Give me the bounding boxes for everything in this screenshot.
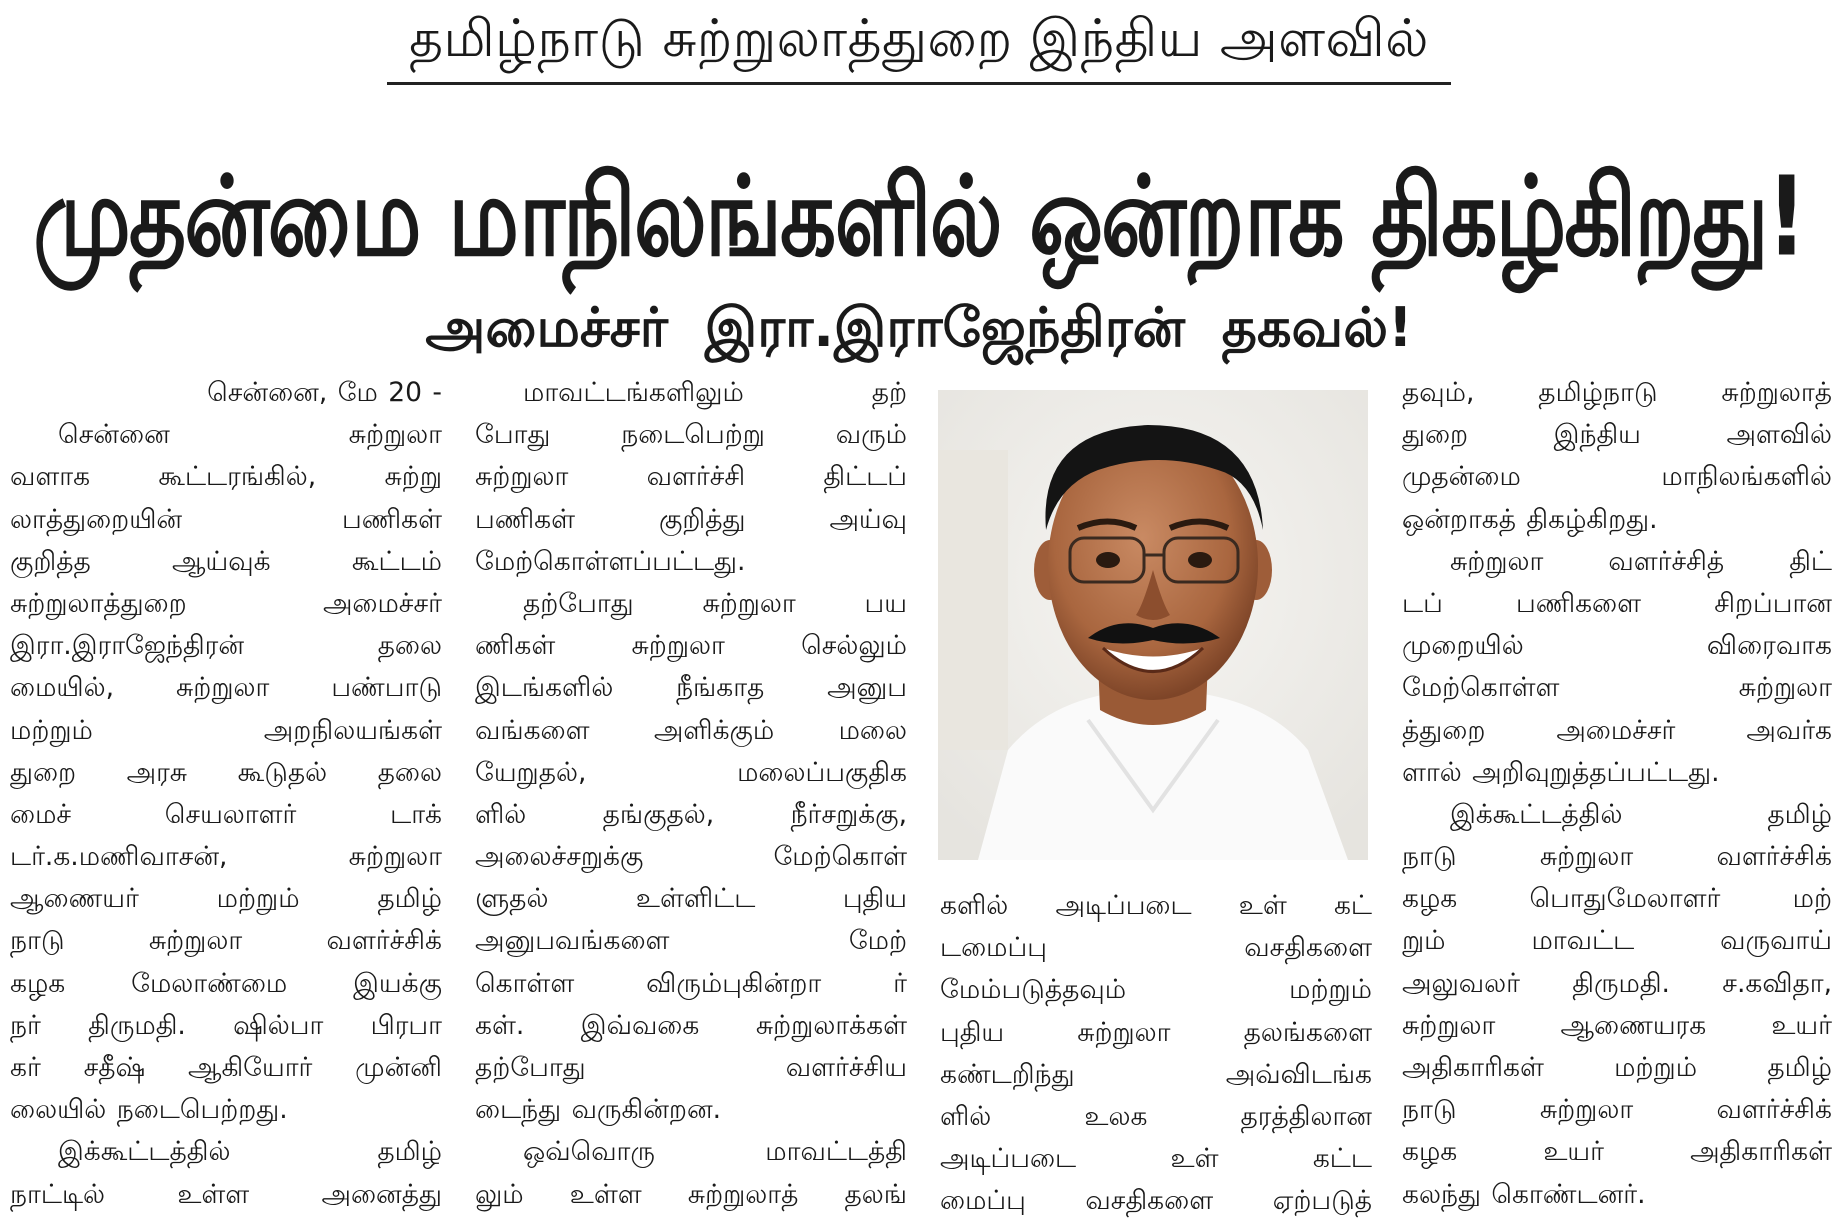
article-line: ளில் உலக தரத்திலான (940, 1100, 1372, 1132)
article-line: கள். இவ்வகை சுற்றுலாக்கள் (475, 1009, 907, 1041)
article-line: தவும், தமிழ்நாடு சுற்றுலாத் (1402, 377, 1832, 408)
article-line: மற்றும் அறநிலயங்கள் (10, 714, 442, 746)
article-line: கழக மேலாண்மை இயக்கு (10, 967, 442, 999)
article-line: கர் சதீஷ் ஆகியோர் முன்னி (10, 1052, 442, 1083)
article-line: நாட்டில் உள்ள அனைத்து (10, 1178, 442, 1210)
article-line: இரா.இராஜேந்திரன் தலை (10, 630, 442, 662)
article-line: டைந்து வருகின்றன. (475, 1094, 722, 1126)
article-line: மைச் செயலாளர் டாக் (10, 798, 442, 830)
article-line: ஆணையர் மற்றும் தமிழ் (10, 883, 442, 915)
article-headline: முதன்மை மாநிலங்களில் ஒன்றாக திகழ்கிறது! (33, 152, 1805, 281)
article-line: மைப்பு வசதிகளை ஏற்படுத் (940, 1185, 1372, 1217)
article-line: கண்டறிந்து அவ்விடங்க (940, 1058, 1372, 1090)
article-line: முறையில் விரைவாக (1402, 630, 1832, 662)
article-kicker: தமிழ்நாடு சுற்றுலாத்துறை இந்திய அளவில் (387, 4, 1451, 85)
article-column-2 (475, 372, 907, 1216)
article-line: கொள்ள விரும்புகின்றா ர் (475, 967, 907, 999)
article-column-1 (10, 372, 442, 1216)
article-line: சுற்றுலா வளர்ச்சித் திட் (1450, 545, 1832, 577)
article-line: தற்போது வளர்ச்சிய (475, 1052, 907, 1083)
article-line: அலுவலர் திருமதி. ச.கவிதா, (1402, 967, 1832, 999)
article-line: இக்கூட்டத்தில் தமிழ் (58, 1136, 442, 1168)
article-line: டப் பணிகளை சிறப்பான (1402, 587, 1832, 619)
article-line: அதிகாரிகள் மற்றும் தமிழ் (1402, 1052, 1832, 1083)
article-line: புதிய சுற்றுலா தலங்களை (940, 1016, 1372, 1048)
article-column-3 (940, 885, 1372, 1223)
article-line: நர் திருமதி. ஷில்பா பிரபா (10, 1009, 442, 1041)
article-line: கழக உயர் அதிகாரிகள் (1402, 1136, 1832, 1168)
article-line: கழக பொதுமேலாளர் மற் (1402, 883, 1832, 915)
article-line: துறை இந்திய அளவில் (1402, 419, 1832, 451)
article-line: ணிகள் சுற்றுலா செல்லும் (475, 630, 907, 662)
portrait-image (938, 390, 1368, 860)
article-line: அடிப்படை உள் கட்ட (940, 1143, 1372, 1175)
article-line: சுற்றுலா ஆணையரக உயர் (1402, 1009, 1832, 1041)
article-line: ளில் தங்குதல், நீர்சறுக்கு, (475, 798, 907, 830)
article-line: மேற்கொள்ளப்பட்டது. (475, 545, 746, 577)
article-line: லாத்துறையின் பணிகள் (10, 503, 442, 535)
article-line: போது நடைபெற்று வரும் (475, 419, 907, 451)
article-line: நாடு சுற்றுலா வளர்ச்சிக் (10, 925, 442, 957)
article-line: முதன்மை மாநிலங்களில் (1402, 461, 1832, 493)
article-line: மேம்படுத்தவும் மற்றும் (940, 974, 1372, 1006)
article-line: சுற்றுலா வளர்ச்சி திட்டப் (475, 461, 907, 493)
article-line: றும் மாவட்ட வருவாய் (1402, 925, 1832, 957)
article-line: ளால் அறிவுறுத்தப்பட்டது. (1402, 756, 1720, 788)
minister-photo (938, 390, 1368, 860)
article-line: குறித்த ஆய்வுக் கூட்டம் (10, 545, 442, 577)
article-line: லும் உள்ள சுற்றுலாத் தலங் (475, 1178, 907, 1210)
article-line: நாடு சுற்றுலா வளர்ச்சிக் (1402, 1094, 1832, 1126)
article-line: மையில், சுற்றுலா பண்பாடு (10, 672, 442, 704)
article-line: சுற்றுலாத்துறை அமைச்சர் (10, 587, 442, 619)
article-line: த்துறை அமைச்சர் அவர்க (1402, 714, 1832, 746)
article-line: வளாக கூட்டரங்கில், சுற்று (10, 461, 442, 493)
article-line: சென்னை, மே 20 - (207, 377, 442, 408)
article-line: அனுபவங்களை மேற் (475, 925, 907, 957)
article-line: டமைப்பு வசதிகளை (940, 932, 1372, 964)
article-kicker-wrap (0, 4, 1838, 85)
article-column-4 (1402, 372, 1832, 1216)
article-line: மேற்கொள்ள சுற்றுலா (1402, 672, 1832, 704)
article-line: துறை அரசு கூடுதல் தலை (10, 756, 442, 788)
article-line: ஒவ்வொரு மாவட்டத்தி (523, 1136, 907, 1168)
article-line: டர்.க.மணிவாசன், சுற்றுலா (10, 841, 442, 873)
article-line: சென்னை சுற்றுலா (58, 419, 442, 451)
article-line: ஒன்றாகத் திகழ்கிறது. (1402, 503, 1658, 535)
article-line: இடங்களில் நீங்காத அனுப (475, 672, 907, 704)
article-line: ளுதல் உள்ளிட்ட புதிய (475, 883, 907, 915)
article-line: கலந்து கொண்டனர். (1402, 1178, 1646, 1210)
article-line: மாவட்டங்களிலும் தற் (523, 377, 907, 408)
article-line: அலைச்சறுக்கு மேற்கொள் (475, 841, 907, 873)
article-line: தற்போது சுற்றுலா பய (523, 587, 907, 619)
article-line: பணிகள் குறித்து அய்வு (475, 503, 907, 535)
article-line: களில் அடிப்படை உள் கட் (940, 890, 1372, 921)
article-line: இக்கூட்டத்தில் தமிழ் (1450, 798, 1832, 830)
article-line: நாடு சுற்றுலா வளர்ச்சிக் (1402, 841, 1832, 873)
article-line: யேறுதல், மலைப்பகுதிக (475, 756, 907, 788)
article-line: லையில் நடைபெற்றது. (10, 1094, 288, 1126)
article-line: வங்களை அளிக்கும் மலை (475, 714, 907, 746)
article-subhead: அமைச்சர் இரா.இராஜேந்திரன் தகவல்! (425, 296, 1413, 359)
